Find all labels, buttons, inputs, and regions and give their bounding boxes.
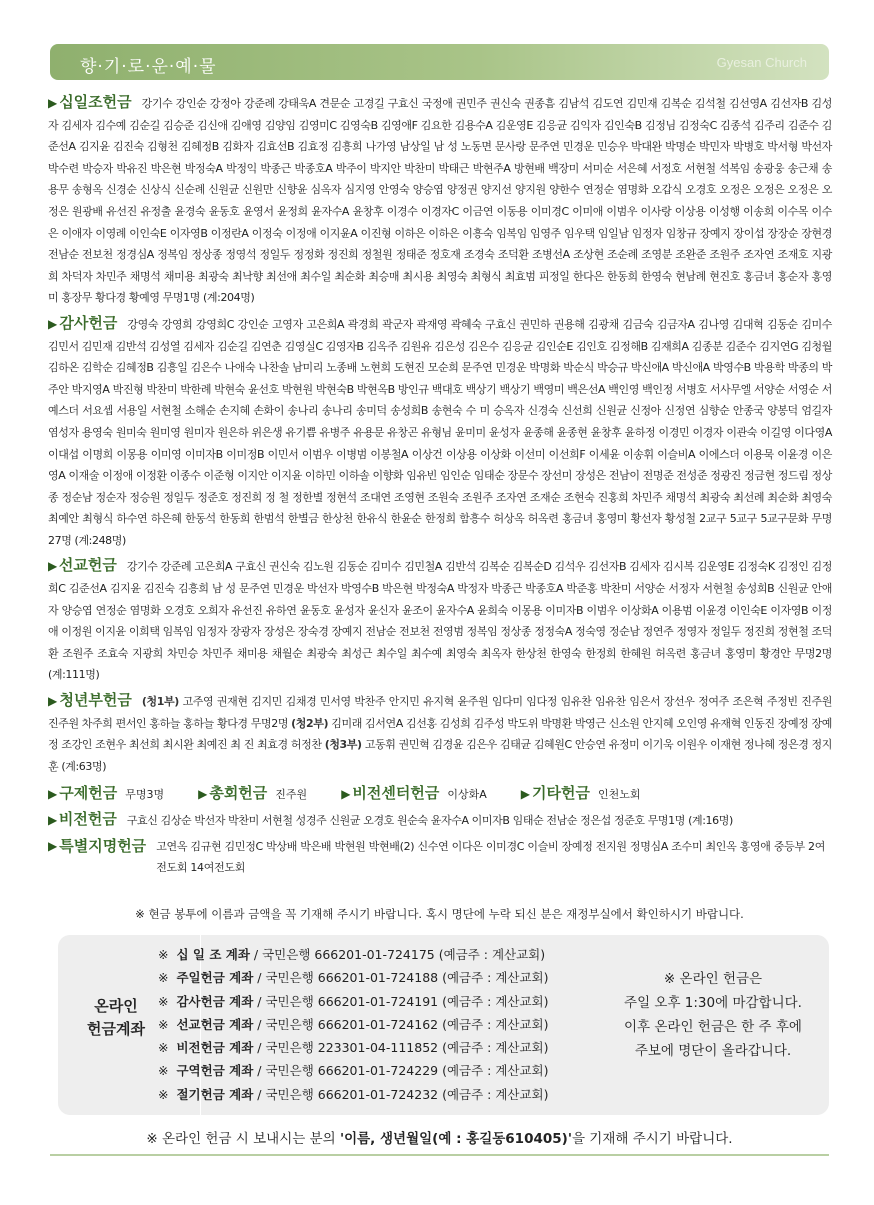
special-title: 특별지명헌금 <box>59 837 147 855</box>
vision-center-item <box>341 781 487 807</box>
other-item <box>521 781 641 807</box>
tithe-section <box>48 92 832 309</box>
account-row: ※ 절기헌금 계좌 / 국민은행 666201-01-724232 (예금주 : 계산교회) <box>158 1086 549 1102</box>
special-names: 고연옥 김규현 김민정C 박상배 박은배 박현원 박현배(2) 신수연 이다은 이미경C 이슬비 장예정 전지원 정명심A 조수미 최인옥 홍영애 중등부 2여전도회 14여전도회 <box>156 840 826 874</box>
mission-title: 선교헌금 <box>58 556 117 575</box>
account-row: ※ 비전헌금 계좌 / 국민은행 223301-04-111852 (예금주 : 계산교회) <box>158 1040 549 1056</box>
triangle-icon: ▶ <box>48 787 58 802</box>
footer-divider <box>50 1154 829 1156</box>
thanks-section <box>48 313 832 552</box>
triangle-icon: ▶ <box>48 839 58 853</box>
account-row: ※ 감사헌금 계좌 / 국민은행 666201-01-724191 (예금주 : 계산교회) <box>158 993 549 1009</box>
account-name: 절기헌금 계좌 <box>176 1086 254 1102</box>
triangle-icon: ▶ <box>48 559 57 574</box>
general-item <box>198 781 307 807</box>
special-section <box>48 836 832 878</box>
notice-text: ※ 현금 봉투에 이름과 금액을 꼭 기재해 주시기 바랍니다. 혹시 명단에 누락 되신 분은 재정부실에서 확인하시기 바랍니다. <box>135 907 744 921</box>
account-detail: / 국민은행 666201-01-724175 (예금주 : 계산교회) <box>253 947 546 962</box>
triangle-icon: ▶ <box>48 694 58 709</box>
thanks-names: 강영숙 강영희 강영희C 강인순 고영자 고은희A 곽경희 곽군자 곽재영 곽혜숙 구효신 권민하 권용해 김광채 김금숙 김금자A 김나영 김대혁 김동순 김미수 김민서 김민재 김반석 김성열 김세자 김순길 김연춘 김영실C 김영자B 김옥주 김원유 김은성 김은수 김응균 김인순E 김인호 김정해B 김재희A 김종분 김준수 김지연G 김청월 김하온 김학순 김혜정B 김흥일 김은수 나애숙 나찬솔 남미리 노종배 노현희 도현진 모순희 문주연 민경운 박명화 박순식 박승규 박신애A 박신애A 박영수B 박용학 박종의 박주안 박지영A 박진형 박찬미 박한례 박현숙 윤선호 박현원 박현숙B 박현옥B 방인규 백대호 백상기 백상기 백영미 백은선A 백인영 백인정 서병호 서사무엘 서양순 서영순 서예스더 서요셉 서용일 서현철 소해순 손지혜 손화이 송나리 송나리 송미덕 송성희B 송현숙 수 미 승옥자 신경숙 신선희 신원균 신정아 신정연 심향순 안종국 양봉덕 엄길자 염성자 용영숙 원미숙 원미영 원미자 원은하 위은생 유기쁨 유병주 유용문 유창곤 유형님 윤미미 윤성자 윤종해 윤종현 윤창후 윤하정 이경민 이경자 이관숙 이길영 이다영A 이대섭 이명희 이몽용 이미영 이미자B 이미정B 이민서 이범우 이병범 이봉철A 이상건 이상용 이상화 이선미 이선희F 이세윤 이송휘 이슬비A 이에스더 이용묵 이윤경 이은영A 이재술 이정애 이정환 이종수 이준형 이지안 이지윤 이하민 이하솔 이향화 임유빈 임인순 임태순 장문수 장선미 장성은 전남이 전명준 전성준 정광진 정금현 정드림 정상종 정순남 정순자 정승원 정일두 정준호 정진희 정 철 정한별 정현석 조대연 조영현 조원숙 조원주 조자연 조재순 조현숙 진홍희 차민주 채명석 최광숙 최선례 최순화 최영숙 최예안 최형식 하수연 하은혜 한동석 한동희 한범석 한별금 한상천 한유식 한윤순 한정희 함흥수 허상옥 허옥련 홍금녀 홍영미 황선자 황성철 2교구 5교구 5교구문화 무명27명 <box>48 317 833 547</box>
relief-item <box>48 781 164 807</box>
vision-center-names: 이상화A <box>447 788 487 802</box>
triangle-icon: ▶ <box>48 96 58 110</box>
vision-section <box>48 809 832 832</box>
online-label-line2: 헌금계좌 <box>87 1020 145 1038</box>
youth-section <box>48 690 832 777</box>
tithe-total: (계:204명) <box>203 291 255 305</box>
church-name: Gyesan Church <box>716 55 807 70</box>
mission-total: (계:111명) <box>48 668 100 682</box>
relief-title: 구제헌금 <box>59 784 118 803</box>
youth-part2-label: (청2부) <box>291 716 329 730</box>
offering-list <box>48 92 832 878</box>
account-row: ※ 주일헌금 계좌 / 국민은행 666201-01-724188 (예금주 : 계산교회) <box>158 970 549 986</box>
account-name: 주일헌금 계좌 <box>176 970 254 986</box>
thanks-total: (계:248명) <box>74 533 126 547</box>
misc-offerings-row <box>48 781 832 807</box>
account-row: ※ 십 일 조 계좌 / 국민은행 666201-01-724175 (예금주 : 계산교회) <box>158 947 546 962</box>
account-row: ※ 선교헌금 계좌 / 국민은행 666201-01-724162 (예금주 : 계산교회) <box>158 1016 549 1032</box>
triangle-icon: ▶ <box>198 787 208 802</box>
account-row: ※ 구역헌금 계좌 / 국민은행 666201-01-724229 (예금주 : 계산교회) <box>158 1063 549 1079</box>
triangle-icon: ▶ <box>520 787 531 802</box>
relief-names: 무명3명 <box>125 788 165 802</box>
footer-bold: '이름, 생년월일(예 : 홍길동610405)' <box>339 1131 572 1147</box>
mission-section <box>48 555 832 686</box>
vision-names: 구효신 김상순 박선자 박찬미 서현철 성경주 신원균 오경호 원순숙 윤자수A 이미자B 임태순 전남순 정은섭 정준호 무명1명 <box>126 814 685 828</box>
thanks-title: 감사헌금 <box>59 313 118 332</box>
account-name: 감사헌금 계좌 <box>176 993 254 1009</box>
youth-part1-label: (청1부) <box>141 695 179 709</box>
tithe-title: 십일조헌금 <box>59 93 132 111</box>
youth-part3-names: 고동휘 권민혁 김경윤 김은우 김태균 김혜원C 안승연 유정미 이기욱 이원우 이재현 정나혜 정은경 정지훈 <box>48 738 832 773</box>
vision-center-title: 비전센터헌금 <box>352 784 440 803</box>
account-detail: / 국민은행 666201-01-724191 (예금주 : 계산교회) <box>257 993 549 1009</box>
online-deadline-note: ※ 온라인 헌금은 주일 오후 1:30에 마감합니다. 이후 온라인 헌금은 한 주 후에 주보에 명단이 올라갑니다. <box>624 971 802 1059</box>
account-name: 비전헌금 계좌 <box>176 1040 254 1056</box>
youth-part3-label: (청3부) <box>324 738 362 752</box>
mission-names: 강기수 강준례 고은희A 구효신 권신숙 김노원 김동순 김미수 김민철A 김반석 김복순 김복순D 김석우 김선자B 김세자 김시복 김운영E 김정숙K 김정인 김정희C 김준선A 김지윤 김진숙 김흥희 남 성 문주연 민경운 박선자 박영수B 박은현 박정숙A 박정자 박종근 박종호A 박준홍 박찬미 서양순 서정자 서현철 송성희B 신원균 안애자 양승엽 연정순 염명화 오경호 오희자 유선진 유하연 윤동호 윤성자 윤신자 윤조이 윤자수A 윤희숙 이몽용 이미자B 이범우 이상화A 이용범 이윤경 이인숙E 이자영B 이정애 이정원 이지윤 이희택 임복임 임정자 장광자 장성은 장숙경 장예지 전남순 전보천 전영범 정복임 정상종 정정숙A 정숙영 정순남 정연주 정영자 정일두 정진희 정현철 조덕환 조원주 조효숙 지광희 차민승 차민주 채미용 채월순 최광숙 최성근 최수일 최수예 최영숙 최옥자 한상천 한영숙 한정희 한혜원 허옥련 홍금녀 홍영미 황경안 무명2명 <box>48 560 832 660</box>
triangle-icon: ▶ <box>48 316 58 331</box>
youth-total: (계:63명) <box>61 759 107 773</box>
tithe-names: 강기수 강인순 강정아 강준례 강태욱A 견문순 고경길 구효신 국정애 권민주 권신숙 권종흠 김남석 김도연 김민재 김복순 김석철 김선영A 김선자B 김성자 김세자 김수예 김순길 김승준 김신애 김애영 김양임 김영미C 김영숙B 김영애F 김요한 김용수A 김운영E 김응균 김익자 김인숙B 김정님 김정숙C 김종석 김주리 김준수 김준선A 김지윤 김진숙 김형천 김혜정B 김화자 김효선B 김효정 김흥희 나가영 남상일 남 성 노동면 문사랑 문주연 민경운 민승우 박대완 박명순 박민자 박병호 박서형 박선자 박수련 박승자 박유진 박은현 박정숙A 박정익 박종근 박종호A 박주이 박지안 박찬미 박태근 박현주A 방현배 백장미 서미순 서은혜 서정호 서현철 석복임 송광웅 송근채 송용무 송형옥 신경순 신상식 신순례 신원균 신원만 신향윤 심옥자 심지영 안영숙 양승엽 양정권 양지선 양지원 양한수 연정순 염명화 오갑식 오경호 오정은 오정은 오정은 오정은 원광배 유선진 유정출 윤경숙 윤동호 윤영서 윤정희 윤자수A 윤창후 이경수 이경자C 이금연 이동용 이미경C 이미애 이범우 이사랑 이상용 이성행 이송희 이수목 이수은 이애자 이영례 이인숙E 이자영B 이정란A 이정숙 이정애 이지윤A 이진형 이하은 이하은 이흥숙 임복임 임영주 임우택 임일남 임정자 임창규 장예지 장이섭 장장순 장현경 전남순 전보천 정경심A 정복임 정상종 정영석 정일두 정정화 정진희 정철원 정태준 정호재 조경숙 조덕환 조병선A 조상현 조순례 조영분 조완준 조원주 조자연 조재호 지광희 차덕자 차민주 채명석 채미용 최광숙 최낙향 최선애 최수일 최순화 최승매 최시용 최영숙 최형식 최효범 피정일 한다은 한동희 한영숙 현남례 현진호 홍금녀 홍순자 홍영미 홍장무 황다경 황예영 무명1명 <box>48 97 832 305</box>
general-names: 진주원 <box>275 788 308 802</box>
online-account-box <box>58 935 829 1115</box>
account-detail: / 국민은행 666201-01-724188 (예금주 : 계산교회) <box>257 970 549 986</box>
general-title: 총회헌금 <box>209 784 268 803</box>
vision-title: 비전헌금 <box>58 810 117 829</box>
other-names: 인천노회 <box>597 788 641 802</box>
banner-title: 향·기·로·운·예·물 <box>80 57 217 77</box>
header-banner <box>50 44 829 80</box>
youth-title: 청년부헌금 <box>59 691 132 710</box>
youth-part1-names: 고주영 권재현 김지민 김채경 민서영 박찬주 안지민 유지혁 윤주원 임다미 임다정 임유찬 임유찬 임은서 장선우 정여주 조은혁 주정빈 진주원 진주원 차주희 편서인 홍하늘 홍하늘 황다경 무명2명 <box>48 695 832 730</box>
account-detail: / 국민은행 666201-01-724229 (예금주 : 계산교회) <box>257 1063 549 1079</box>
account-name: 십 일 조 계좌 <box>176 947 250 962</box>
youth-part2-names: 김미래 김서연A 김선홍 김성희 김주성 박도위 박명환 박영근 신소원 안지혜 오인영 유재혁 인동진 장예정 장예정 조강인 조현우 최선희 최시완 최예진 최 진 최효경 허정찬 <box>48 716 832 752</box>
vision-total: (계:16명) <box>688 814 733 828</box>
account-list <box>158 943 549 1106</box>
online-label-line1: 온라인 <box>94 997 138 1015</box>
footer-note: ※ 온라인 헌금 시 보내시는 분의 '이름, 생년월일(예 : 홍길동610405)'을 기재해 주시기 바랍니다. <box>146 1131 733 1147</box>
account-name: 구역헌금 계좌 <box>176 1063 254 1079</box>
account-detail: / 국민은행 666201-01-724232 (예금주 : 계산교회) <box>257 1086 549 1102</box>
account-detail: / 국민은행 223301-04-111852 (예금주 : 계산교회) <box>257 1040 549 1056</box>
triangle-icon: ▶ <box>48 813 57 828</box>
account-name: 선교헌금 계좌 <box>176 1016 254 1032</box>
online-label <box>84 995 148 1041</box>
account-detail: / 국민은행 666201-01-724162 (예금주 : 계산교회) <box>257 1016 549 1032</box>
other-title: 기타헌금 <box>532 784 590 803</box>
triangle-icon: ▶ <box>341 787 351 802</box>
